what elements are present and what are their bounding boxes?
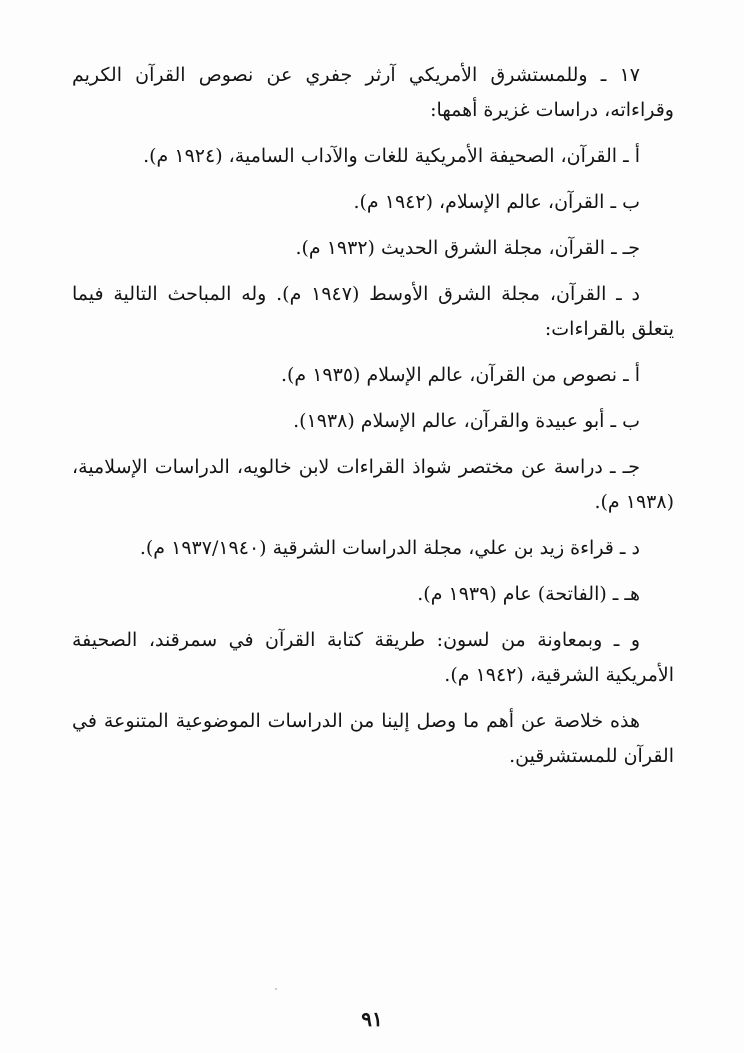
scan-speck bbox=[275, 988, 277, 990]
qiraat-item-ba: ب ـ أبو عبيدة والقرآن، عالم الإسلام (١٩٣٨). bbox=[293, 410, 640, 432]
qiraat-item-jim: جـ ـ دراسة عن مختصر شواذ القراءات لابن خالويه، الدراسات الإسلامية، (١٩٣٨ م). bbox=[72, 456, 674, 513]
page-number: ٩١ bbox=[361, 1007, 383, 1031]
qiraat-item-dal: د ـ قراءة زيد بن علي، مجلة الدراسات الشرقية (١٩٣٧/١٩٤٠ م). bbox=[139, 537, 640, 559]
list-item-dal: د ـ القرآن، مجلة الشرق الأوسط (١٩٤٧ م). وله المباحث التالية فيما يتعلق بالقراءات: bbox=[72, 283, 674, 340]
qiraat-item-waw: و ـ وبمعاونة من لسون: طريقة كتابة القرآن في سمرقند، الصحيفة الأمريكية الشرقية، (١٩٤٢ م). bbox=[72, 629, 674, 686]
list-item-alif: أ ـ القرآن، الصحيفة الأمريكية للغات والآداب السامية، (١٩٢٤ م). bbox=[143, 145, 640, 167]
list-item-jim: جـ ـ القرآن، مجلة الشرق الحديث (١٩٣٢ م). bbox=[295, 237, 640, 259]
body-text bbox=[72, 58, 674, 785]
qiraat-item-alif: أ ـ نصوص من القرآن، عالم الإسلام (١٩٣٥ م). bbox=[280, 364, 640, 386]
summary-paragraph: هذه خلاصة عن أهم ما وصل إلينا من الدراسات الموضوعية المتنوعة في القرآن للمستشرقين. bbox=[72, 710, 674, 767]
qiraat-item-ha: هـ ـ (الفاتحة) عام (١٩٣٩ م). bbox=[417, 583, 640, 605]
list-item-ba: ب ـ القرآن، عالم الإسلام، (١٩٤٢ م). bbox=[353, 191, 640, 213]
paragraph-jeffery-intro: ١٧ ـ وللمستشرق الأمريكي آرثر جفري عن نصوص القرآن الكريم وقراءاته، دراسات غزيرة أهمها: bbox=[72, 64, 674, 121]
